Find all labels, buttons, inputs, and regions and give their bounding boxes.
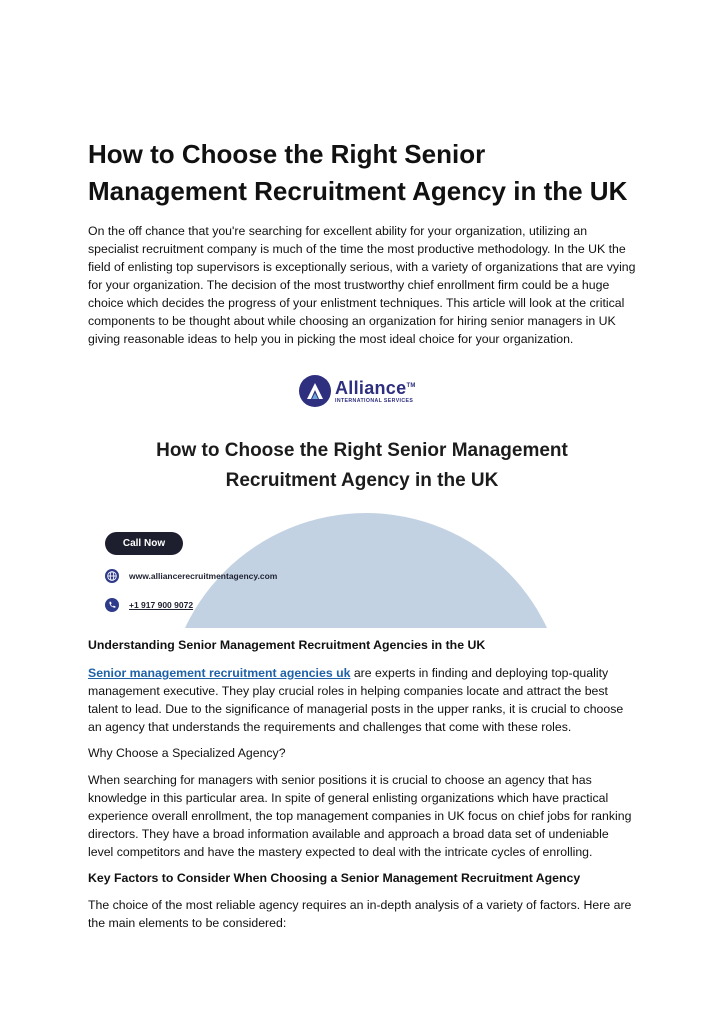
logo-subtitle: INTERNATIONAL SERVICES: [335, 398, 414, 404]
alliance-logo-icon: [299, 375, 331, 407]
agencies-link[interactable]: Senior management recruitment agencies uk: [88, 666, 351, 680]
paragraph-agencies: [88, 664, 636, 736]
call-now-button: Call Now: [105, 532, 183, 555]
paragraph-key-factors: The choice of the most reliable agency requires an in-depth analysis of a variety of factors. Here are the main elements to be considered:: [88, 898, 632, 930]
phone-icon: [105, 598, 119, 612]
intro-paragraph: On the off chance that you're searching for excellent ability for your organization, utilizing an specialist recruitment company is much of the time the most productive methodology. In the UK the field of enlisting top supervisors is exceptionally serious, with a variety of organizations that are vying for your organization. The decision of the most trustworthy chief enrollment firm could be a huge choice which decides the progress of your enlistment techniques. This article will look at the critical components to be thought about while choosing an organization for hiring senior managers in UK giving reasonable ideas to help you in picking the most ideal choice for your organization.: [88, 224, 636, 346]
website-text: www.alliancerecruitmentagency.com: [129, 571, 278, 581]
paragraph-specialized: When searching for managers with senior positions it is crucial to choose an agency that has knowledge in this particular area. In spite of general enlisting organizations which have practical experience overall enrollment, the top management companies in UK focus on chief jobs for ranking directors. They have a broad information available and approach a broad data set of undeniable level competitors and have the mastery expected to deal with the intricate cycles of enrolling.: [88, 773, 632, 859]
logo-name: Alliance: [335, 378, 407, 398]
banner-title: How to Choose the Right Senior Management Recruitment Agency in the UK: [156, 440, 568, 491]
banner-website: [105, 569, 277, 583]
phone-text: +1 917 900 9072: [129, 600, 194, 610]
promo-banner-image: [88, 356, 636, 628]
banner-phone: [105, 598, 193, 612]
subheading-why-specialized: Why Choose a Specialized Agency?: [88, 746, 286, 760]
section-heading-understanding: Understanding Senior Management Recruitment Agencies in the UK: [88, 638, 486, 652]
alliance-logo: [299, 373, 416, 409]
globe-icon: [105, 569, 119, 583]
paragraph-agencies-text: are experts in finding and deploying top-quality management executive. They play crucial roles in helping companies locate and attract the best talent to lead. Due to the significance of managerial posts in the upper ranks, it is crucial to choose an agency that understands the requirements and challenges that come with these roles.: [88, 666, 624, 734]
page-title: How to Choose the Right Senior Management Recruitment Agency in the UK: [88, 139, 628, 206]
logo-trademark: TM: [406, 383, 416, 389]
section-heading-key-factors: Key Factors to Consider When Choosing a Senior Management Recruitment Agency: [88, 871, 581, 885]
